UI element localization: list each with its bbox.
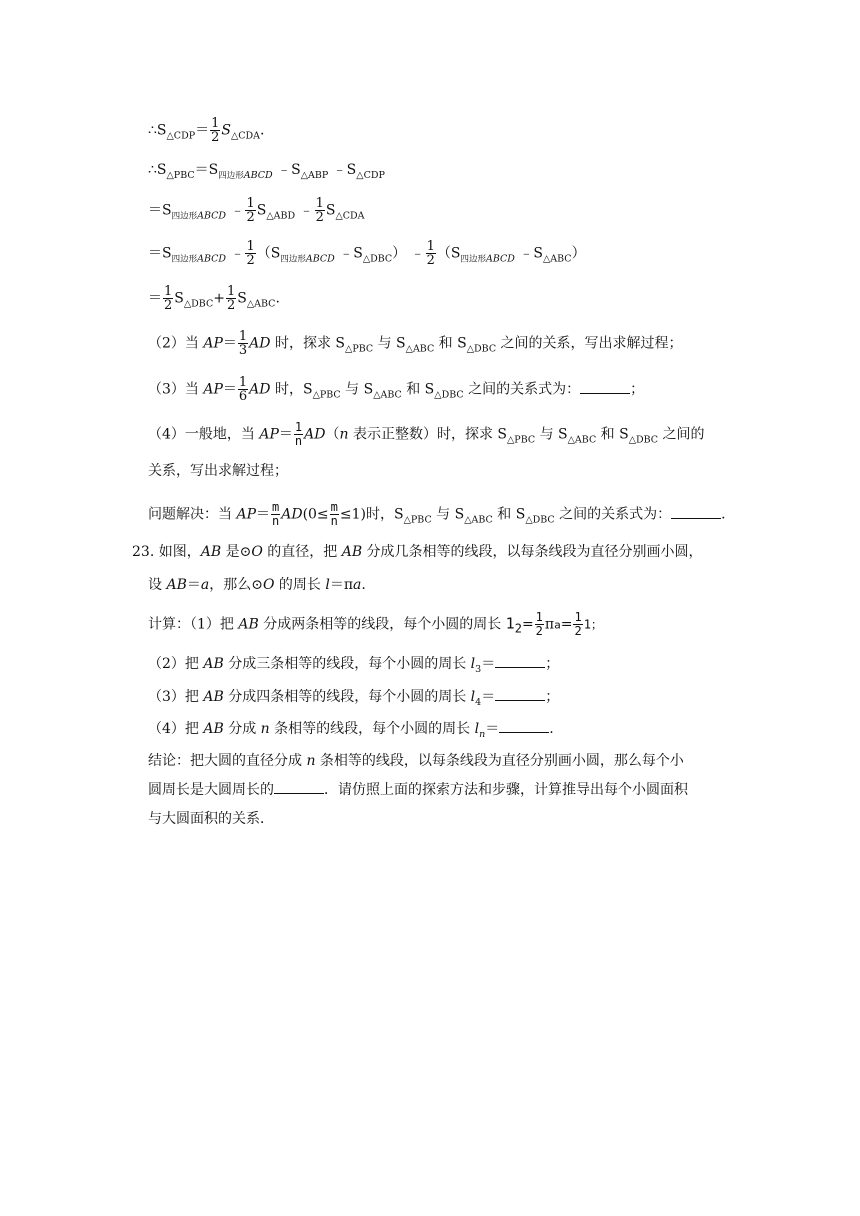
denominator: 2 [315, 210, 324, 225]
fraction [245, 240, 255, 267]
subscript: 四边形 [218, 171, 244, 181]
text: 表示正整数）时，探求 S [348, 426, 507, 443]
text: （ [325, 426, 340, 443]
text: AD [249, 335, 271, 352]
fraction [210, 117, 220, 144]
fraction [330, 501, 339, 528]
numerator: 1 [211, 116, 220, 131]
text: 与 S [373, 335, 406, 352]
subscript: △PBC [312, 389, 341, 401]
text: ﹣S [334, 245, 363, 262]
text: 的周长 [274, 577, 326, 593]
text: ﹣ [406, 245, 425, 262]
subscript: △PBC [403, 514, 432, 526]
text: （4）把 [148, 721, 204, 737]
text: ＝ [481, 656, 496, 672]
subscript: 3 [475, 664, 482, 675]
text: ≤1)时，S [339, 506, 404, 523]
derivation-line-2 [148, 159, 385, 187]
numerator: 1 [535, 610, 543, 624]
text: ； [545, 689, 560, 705]
text: 关系，写出求解过程； [148, 463, 288, 479]
derivation-line-4 [148, 240, 586, 271]
problem-23-line-2 [148, 574, 366, 596]
text: = [521, 616, 534, 633]
denominator: 2 [426, 253, 435, 268]
numerator: m [271, 500, 280, 514]
text: 之间的 [658, 426, 705, 443]
text: AP [259, 426, 279, 443]
numerator: 1 [426, 239, 435, 254]
subscript: △CDP [166, 130, 196, 142]
subscript: △CDA [230, 130, 261, 142]
fraction [573, 611, 582, 638]
text: l [474, 721, 480, 737]
answer-blank [671, 504, 721, 519]
subscript: 四边形 [171, 211, 198, 222]
calc-1 [148, 611, 603, 640]
text: 圆周长是大圆周长的 [148, 782, 274, 798]
denominator: n [271, 514, 280, 528]
text: . [275, 290, 280, 307]
text: ） [392, 245, 407, 262]
denominator: 2 [246, 210, 255, 225]
subscript: △DBC [183, 298, 214, 310]
subscript: ABCD [197, 210, 227, 222]
subscript: △CDP [356, 170, 385, 181]
text: 分成两条相等的线段，每个小圆的周长 [258, 616, 506, 633]
problem-number: 23. [132, 544, 155, 560]
text: ＝ [186, 577, 201, 593]
subscript: △ABC [464, 514, 493, 526]
text: 时，S [270, 381, 313, 398]
text: a [554, 618, 561, 632]
text: 如图， [158, 544, 201, 560]
subscript: 四边形 [171, 254, 198, 265]
text: （3）当 [148, 381, 204, 398]
text: AB [203, 721, 224, 737]
text: S [221, 122, 231, 139]
subscript: △DBC [525, 514, 555, 526]
text: （S [436, 245, 461, 262]
text: AP [203, 335, 223, 352]
text: S [325, 202, 336, 219]
subscript: △ABC [405, 343, 435, 355]
text: ＝ [222, 381, 237, 398]
text: ＝ [278, 426, 293, 443]
text: ＝S [194, 162, 219, 178]
text: AB [203, 689, 224, 705]
fraction [294, 421, 303, 448]
numerator: 1 [238, 375, 248, 390]
fraction [535, 611, 544, 638]
text: 与 S [535, 426, 568, 443]
numerator: 1 [246, 196, 255, 211]
text: 问题解决：当 [148, 506, 237, 523]
fraction [226, 285, 236, 312]
text: . [549, 721, 554, 737]
text: 分成 [223, 721, 261, 737]
subscript: 2 [514, 621, 522, 636]
derivation-line-5 [148, 285, 280, 316]
answer-blank [499, 718, 549, 733]
denominator: 2 [226, 298, 236, 313]
text: . [721, 506, 726, 523]
conclusion [148, 747, 738, 834]
text: ∴S [148, 162, 167, 178]
text: AB [341, 544, 363, 560]
text: （4）一般地，当 [148, 426, 260, 443]
problem-23-line-1 [132, 541, 703, 563]
subscript: △DBC [466, 343, 497, 355]
numerator: 1 [294, 420, 303, 434]
text: ＝ [255, 506, 270, 523]
text: 和 S [492, 506, 526, 523]
text: π [544, 616, 555, 633]
text: AB [166, 577, 187, 593]
fraction [315, 197, 325, 224]
text: AD [304, 426, 326, 443]
text: 条相等的线段，以每条线段为直径分别画小圆，那么每个小 [315, 753, 684, 769]
text: 和 S [596, 426, 629, 443]
derivation-line-1 [148, 117, 264, 148]
question-4 [148, 421, 705, 452]
text: ； [630, 381, 645, 398]
denominator: 6 [238, 389, 248, 404]
subscript: △ABC [373, 389, 402, 401]
text: （3）把 [148, 689, 204, 705]
text: ﹣S [272, 162, 301, 178]
text: l [325, 577, 330, 593]
denominator: 2 [246, 253, 255, 268]
text: ＝ [148, 290, 162, 307]
text: （S [256, 245, 281, 262]
text: ∴S [148, 122, 167, 139]
text: 与 S [431, 506, 465, 523]
text: 1； [583, 617, 603, 632]
denominator: 2 [574, 624, 582, 638]
text: 和 S [434, 335, 467, 352]
subscript: ABCD [243, 170, 273, 181]
text: ﹣ [226, 245, 245, 262]
calc-2 [148, 653, 559, 681]
text: 的直径，把 [262, 544, 342, 560]
text: ＝S [148, 202, 172, 219]
text: （2）把 [148, 656, 204, 672]
text: ，那么⊙ [209, 577, 263, 593]
text: 之间的关系式为： [463, 381, 581, 398]
text: ＝ [195, 122, 210, 139]
text: AB [203, 656, 224, 672]
text: 与 S [340, 381, 374, 398]
text: AP [203, 381, 223, 398]
text: 分成三条相等的线段，每个小圆的周长 [223, 656, 471, 672]
subscript: △ABC [567, 434, 597, 446]
calc-4 [148, 718, 554, 746]
text: n [339, 426, 349, 443]
subscript: △ABD [266, 210, 296, 222]
subscript: 4 [475, 697, 482, 708]
fraction [238, 376, 248, 403]
denominator: 2 [211, 130, 220, 145]
denominator: 2 [164, 298, 173, 313]
text: ＝ [485, 721, 500, 737]
text: ＝S [148, 245, 172, 262]
text: 之间的关系式为： [554, 506, 672, 523]
text: 条相等的线段，每个小圆的周长 [269, 721, 475, 737]
text: 1 [505, 614, 515, 633]
text: S [237, 290, 247, 307]
text: AD [281, 506, 303, 523]
fraction [163, 285, 173, 312]
answer-blank [495, 686, 545, 701]
text: ﹣ [226, 202, 245, 219]
numerator: 1 [315, 196, 324, 211]
text: 设 [148, 577, 167, 593]
text: a [200, 577, 210, 593]
subscript: △DBC [628, 434, 659, 446]
fraction [271, 501, 280, 528]
text: ＝π [329, 577, 354, 593]
text: + [213, 290, 225, 307]
denominator: n [330, 514, 338, 528]
text: n [260, 721, 270, 737]
numerator: m [330, 500, 338, 514]
denominator: n [294, 434, 303, 448]
calc-3 [148, 686, 559, 714]
subscript: △DBC [362, 253, 393, 265]
subscript: 四边形 [280, 254, 306, 265]
answer-blank [580, 379, 630, 394]
text: ） [571, 245, 586, 262]
text: (0≤ [302, 506, 329, 523]
answer-blank [274, 779, 324, 794]
text: AD [249, 381, 271, 398]
text: 时，探求 S [270, 335, 346, 352]
numerator: 1 [238, 329, 248, 344]
text: ； [545, 656, 560, 672]
text: . [260, 122, 265, 139]
fraction [426, 240, 436, 267]
text: 与大圆面积的关系． [148, 811, 274, 827]
text: ．请仿照上面的探索方法和步骤，计算推导出每个小圆面积 [324, 782, 688, 798]
subscript: ABCD [486, 253, 515, 265]
subscript: △PBC [166, 170, 195, 181]
answer-blank [495, 653, 545, 668]
text: a [353, 577, 362, 593]
numerator: 1 [246, 239, 255, 254]
question-2 [148, 330, 683, 361]
text: S [174, 290, 184, 307]
text: ﹣S [514, 245, 543, 262]
text: 分成四条相等的线段，每个小圆的周长 [223, 689, 471, 705]
question-3 [148, 376, 644, 407]
text: （2）当 [148, 335, 204, 352]
fraction [245, 197, 255, 224]
question-4-line-2 [148, 460, 288, 482]
problem-solving [148, 501, 726, 532]
text: l [470, 656, 476, 672]
text: ﹣S [328, 162, 357, 178]
subscript: △PBC [507, 434, 536, 446]
text: AP [236, 506, 256, 523]
text: 分成几条相等的线段，以每条线段为直径分别画小圆， [362, 544, 703, 560]
numerator: 1 [226, 284, 236, 299]
numerator: 1 [574, 610, 582, 624]
text: 是⊙ [221, 544, 252, 560]
text: 和 S [401, 381, 435, 398]
denominator: 2 [535, 624, 543, 638]
subscript: △DBC [434, 389, 464, 401]
fraction [238, 330, 248, 357]
subscript: 四边形 [460, 254, 487, 265]
text: 之间的关系，写出求解过程； [496, 335, 683, 352]
text: = [560, 616, 573, 633]
derivation-line-3 [148, 197, 365, 228]
text: ＝ [481, 689, 496, 705]
text: 计算：（1）把 [148, 616, 239, 633]
text: ＝ [222, 335, 237, 352]
subscript: △ABC [246, 298, 276, 310]
denominator: 3 [238, 343, 248, 358]
text: ﹣ [295, 202, 314, 219]
subscript: ABCD [305, 253, 335, 265]
text: S [256, 202, 267, 219]
text: O [262, 577, 275, 593]
subscript: △ABC [542, 253, 572, 265]
numerator: 1 [164, 284, 173, 299]
subscript: △ABP [300, 170, 329, 181]
text: O [251, 544, 263, 560]
text: n [306, 753, 316, 769]
text: . [361, 577, 366, 593]
subscript: ABCD [197, 253, 227, 265]
subscript: △PBC [345, 343, 374, 355]
text: l [470, 689, 476, 705]
text: AB [200, 544, 222, 560]
subscript: n [479, 729, 486, 740]
text: AB [238, 616, 259, 633]
text: 结论：把大圆的直径分成 [148, 753, 307, 769]
subscript: △CDA [335, 210, 365, 222]
